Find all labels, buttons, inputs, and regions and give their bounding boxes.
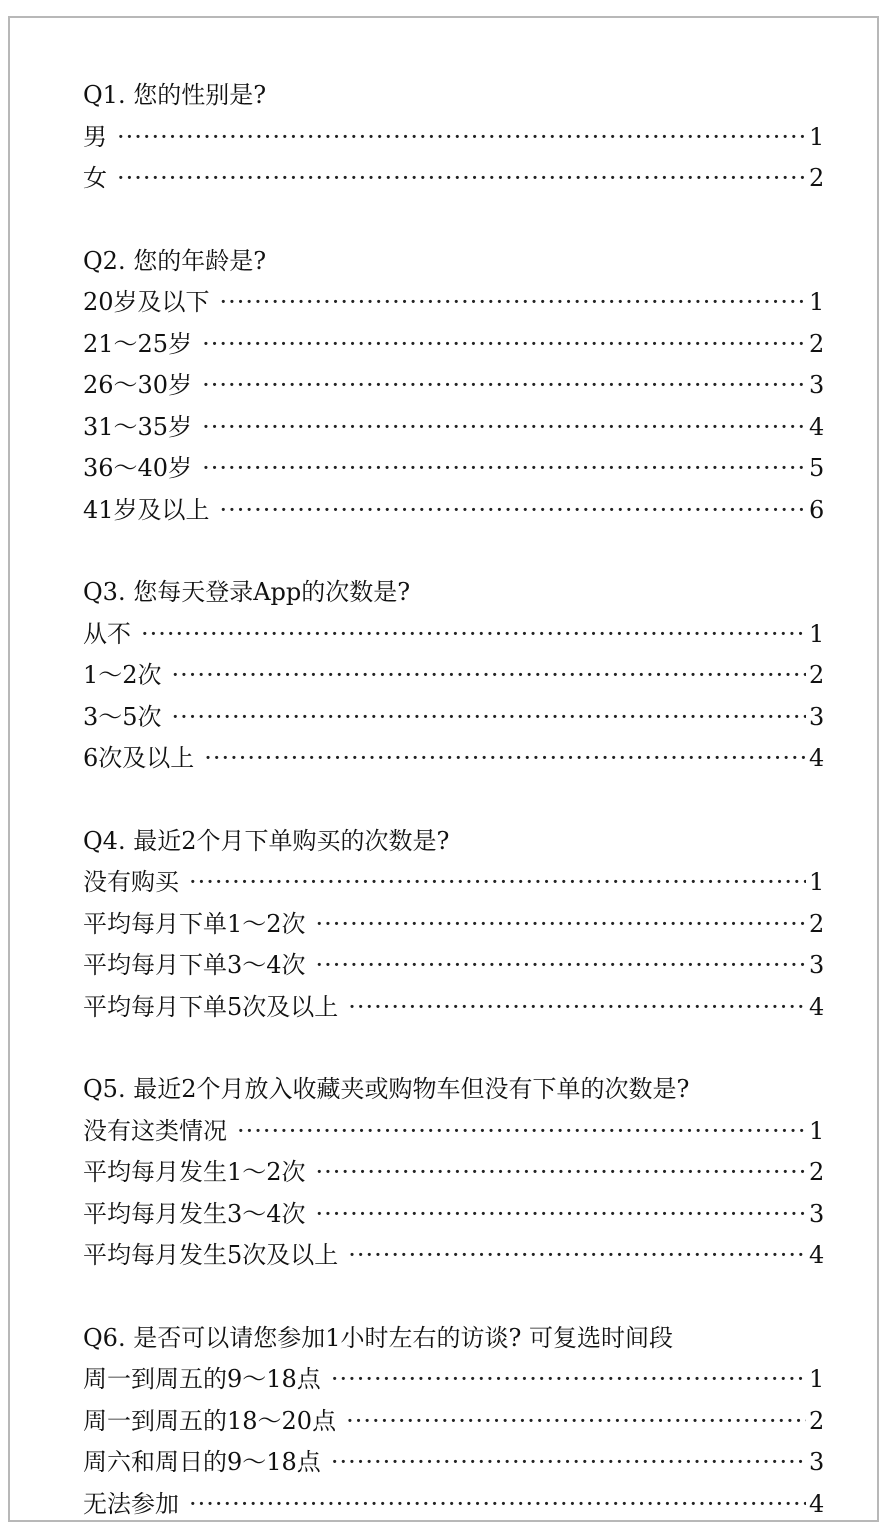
option-code: 2 — [809, 329, 825, 358]
option-code: 4 — [809, 1241, 825, 1269]
question-block-q2 — [83, 241, 823, 532]
option-row[interactable] — [83, 282, 823, 324]
dot-leader — [117, 117, 806, 159]
option-row[interactable] — [83, 407, 823, 449]
option-row[interactable] — [83, 1111, 823, 1153]
option-label: 31～35岁 — [83, 412, 193, 441]
dot-leader — [204, 738, 806, 780]
option-row[interactable] — [83, 490, 823, 532]
dot-leader — [172, 655, 806, 697]
dot-leader — [189, 1484, 806, 1526]
dot-leader — [220, 282, 806, 324]
dot-leader — [316, 945, 806, 987]
dot-leader — [237, 1111, 806, 1153]
option-code: 4 — [809, 992, 825, 1021]
option-label: 平均每月下单3～4次 — [83, 951, 306, 979]
option-row[interactable] — [83, 448, 823, 490]
option-row[interactable] — [83, 738, 823, 780]
question-title: Q3. 您每天登录App的次数是? — [83, 578, 411, 606]
option-row[interactable] — [83, 1442, 823, 1484]
dot-leader — [202, 448, 806, 490]
dot-leader — [316, 904, 806, 946]
option-code: 2 — [809, 164, 825, 192]
option-label: 平均每月发生3～4次 — [83, 1199, 306, 1228]
option-label: 26～30岁 — [83, 371, 193, 399]
option-code: 6 — [809, 495, 825, 524]
option-label: 36～40岁 — [83, 454, 193, 482]
option-row[interactable] — [83, 1194, 823, 1236]
question-spacer — [83, 1028, 823, 1069]
question-block-q1 — [83, 75, 823, 200]
option-row[interactable] — [83, 987, 823, 1029]
dot-leader — [348, 1235, 806, 1277]
option-code: 3 — [809, 951, 825, 979]
option-code: 2 — [809, 1406, 825, 1435]
option-label: 6次及以上 — [83, 744, 195, 772]
question-spacer — [83, 531, 823, 572]
question-block-q5 — [83, 1069, 823, 1277]
option-code: 4 — [809, 744, 825, 772]
option-row[interactable] — [83, 1359, 823, 1401]
question-spacer — [83, 780, 823, 821]
option-row[interactable] — [83, 158, 823, 200]
option-code: 5 — [809, 454, 825, 482]
option-code: 2 — [809, 1158, 825, 1186]
option-row[interactable] — [83, 945, 823, 987]
option-code: 4 — [809, 412, 825, 441]
option-label: 1～2次 — [83, 661, 162, 689]
dot-leader — [316, 1194, 806, 1236]
option-row[interactable] — [83, 697, 823, 739]
option-label: 平均每月下单5次及以上 — [83, 992, 339, 1021]
dot-leader — [202, 324, 806, 366]
option-code: 4 — [809, 1489, 825, 1518]
questionnaire-content — [83, 75, 823, 1525]
dot-leader — [348, 987, 806, 1029]
question-title: Q1. 您的性别是? — [83, 81, 267, 109]
dot-leader — [331, 1359, 806, 1401]
option-label: 没有购买 — [83, 868, 179, 896]
dot-leader — [331, 1442, 806, 1484]
dot-leader — [220, 490, 806, 532]
questionnaire-frame — [8, 16, 879, 1522]
question-title: Q6. 是否可以请您参加1小时左右的访谈? 可复选时间段 — [83, 1323, 673, 1352]
question-spacer — [83, 200, 823, 241]
question-block-q3 — [83, 572, 823, 780]
option-label: 周六和周日的9～18点 — [83, 1448, 321, 1476]
option-code: 3 — [809, 1199, 825, 1228]
option-code: 1 — [809, 1116, 825, 1145]
dot-leader — [346, 1401, 806, 1443]
option-row[interactable] — [83, 862, 823, 904]
option-label: 平均每月下单1～2次 — [83, 909, 306, 938]
dot-leader — [117, 158, 806, 200]
option-label: 无法参加 — [83, 1489, 179, 1518]
option-label: 平均每月发生5次及以上 — [83, 1241, 339, 1269]
option-code: 1 — [809, 122, 825, 151]
option-row[interactable] — [83, 1401, 823, 1443]
option-code: 2 — [809, 661, 825, 689]
option-row[interactable] — [83, 904, 823, 946]
option-row[interactable] — [83, 365, 823, 407]
question-title: Q5. 最近2个月放入收藏夹或购物车但没有下单的次数是? — [83, 1075, 690, 1103]
option-row[interactable] — [83, 1235, 823, 1277]
option-label: 21～25岁 — [83, 329, 193, 358]
option-code: 2 — [809, 909, 825, 938]
option-label: 平均每月发生1～2次 — [83, 1158, 306, 1186]
question-spacer — [83, 1277, 823, 1318]
dot-leader — [202, 407, 806, 449]
option-label: 41岁及以上 — [83, 495, 210, 524]
option-row[interactable] — [83, 655, 823, 697]
option-label: 3～5次 — [83, 702, 162, 731]
dot-leader — [202, 365, 806, 407]
option-label: 男 — [83, 122, 107, 151]
question-title: Q4. 最近2个月下单购买的次数是? — [83, 826, 450, 855]
dot-leader — [316, 1152, 806, 1194]
option-row[interactable] — [83, 1152, 823, 1194]
option-code: 1 — [809, 619, 825, 648]
option-code: 3 — [809, 702, 825, 731]
option-row[interactable] — [83, 324, 823, 366]
option-label: 周一到周五的18～20点 — [83, 1406, 337, 1435]
option-code: 1 — [809, 1365, 825, 1393]
dot-leader — [172, 697, 806, 739]
question-block-q4 — [83, 821, 823, 1029]
option-label: 周一到周五的9～18点 — [83, 1365, 321, 1393]
option-label: 从不 — [83, 619, 131, 648]
question-block-q6 — [83, 1318, 823, 1526]
option-code: 3 — [809, 371, 825, 399]
dot-leader — [189, 862, 806, 904]
option-code: 1 — [809, 288, 825, 316]
option-code: 3 — [809, 1448, 825, 1476]
option-row[interactable] — [83, 117, 823, 159]
option-label: 女 — [83, 164, 107, 192]
option-label: 没有这类情况 — [83, 1116, 227, 1145]
option-label: 20岁及以下 — [83, 288, 210, 316]
option-row[interactable] — [83, 614, 823, 656]
option-row[interactable] — [83, 1484, 823, 1526]
dot-leader — [141, 614, 806, 656]
option-code: 1 — [809, 868, 825, 896]
question-title: Q2. 您的年龄是? — [83, 246, 267, 275]
